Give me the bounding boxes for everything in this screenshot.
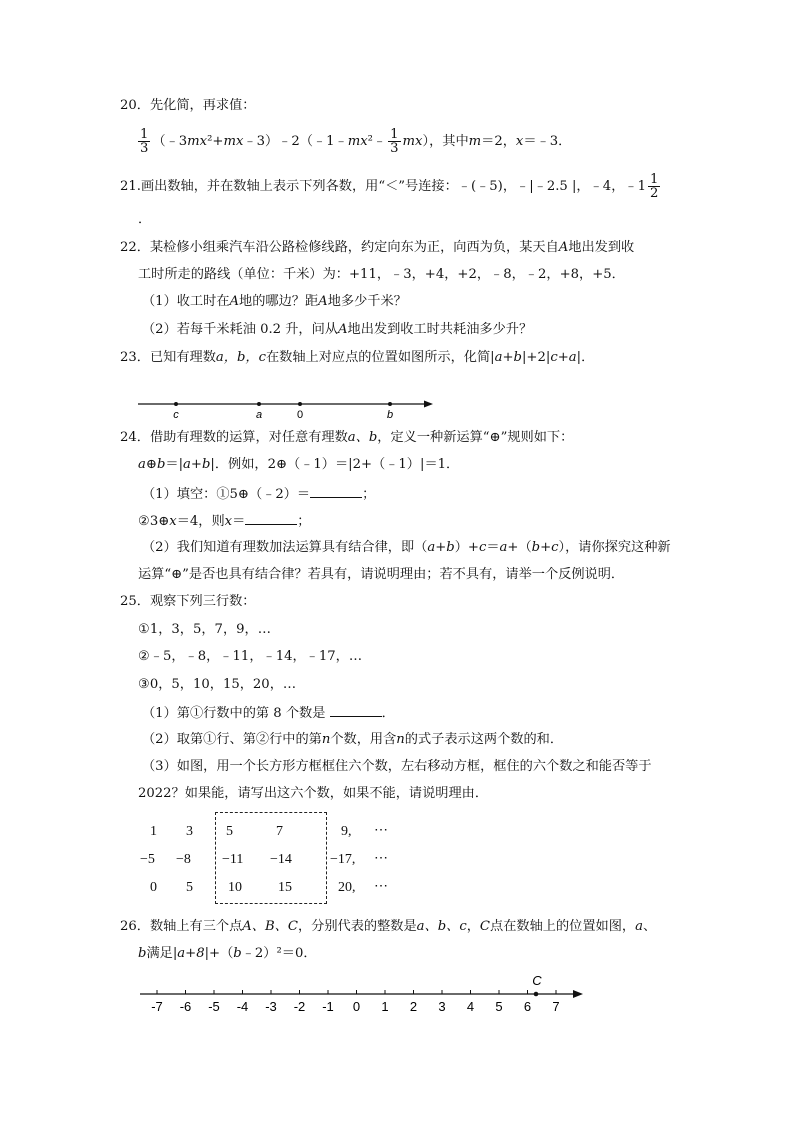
axis-tick-label: 1 bbox=[381, 999, 389, 1014]
q24-sub3: （2）我们知道有理数加法运算具有结合律，即（a+b）+c＝a+（b+c），请你探究这种新 bbox=[142, 540, 671, 555]
q24-sub1: （1）填空：①5⊕（﹣2）＝ ； bbox=[142, 487, 376, 502]
q22-line2: 工时所走的路线（单位：千米）为：+11，﹣3，+4，+2，﹣8，﹣2，+8，+5． bbox=[138, 267, 625, 282]
table-cell: ⋯ bbox=[374, 851, 388, 866]
axis-tick-label: -4 bbox=[236, 999, 249, 1014]
table-cell: ⋯ bbox=[374, 879, 388, 894]
q24-sub4: 运算“⊕”是否也具有结合律？若具有，请说明理由；若不具有，请举一个反例说明． bbox=[138, 567, 625, 582]
axis-tick-label: -2 bbox=[293, 999, 306, 1014]
q25-row1: ①1，3，5，7，9，… bbox=[138, 622, 271, 637]
q20-fraction-2: $\frac{1}{3}$ bbox=[390, 127, 399, 156]
table-cell: 5 bbox=[186, 880, 193, 895]
table-cell: −14 bbox=[270, 852, 292, 867]
q25-sub2: （2）取第①行、第②行中的第n个数，用含n的式子表示这两个数的和． bbox=[142, 732, 564, 747]
table-cell: 3 bbox=[186, 824, 193, 839]
table-cell: 5 bbox=[226, 824, 233, 839]
q24-sub2: ②3⊕x＝4，则x＝ ； bbox=[138, 514, 311, 529]
axis-tick-label: -3 bbox=[265, 999, 277, 1014]
answer-blank[interactable] bbox=[245, 512, 297, 525]
q23-label-a: a bbox=[255, 409, 263, 421]
q21-fraction: $\frac{1}{2}$ bbox=[649, 172, 659, 201]
q25-row2: ②﹣5，﹣8，﹣11，﹣14，﹣17，… bbox=[138, 649, 363, 664]
answer-blank[interactable] bbox=[330, 704, 382, 717]
axis-tick-label: -5 bbox=[208, 999, 220, 1014]
q25-title: 25．观察下列三行数： bbox=[120, 594, 256, 609]
table-cell: −8 bbox=[176, 852, 191, 867]
q23-number-line bbox=[130, 392, 440, 422]
q20-title: 20．先化简，再求值： bbox=[120, 98, 256, 113]
q22-sub1: （1）收工时在A地的哪边？距A地多少千米？ bbox=[142, 294, 407, 309]
q26-line2: b满足|a+8|+（b﹣2）²＝0． bbox=[138, 946, 317, 961]
axis-tick-label: 2 bbox=[409, 999, 418, 1014]
axis-tick-label: 0 bbox=[352, 999, 361, 1014]
axis-tick-label: 5 bbox=[495, 999, 503, 1014]
table-cell: 1 bbox=[150, 824, 157, 839]
q22-sub2: （2）若每千米耗油 0.2 升，问从A地出发到收工时共耗油多少升？ bbox=[142, 322, 533, 337]
axis-tick-label: 3 bbox=[438, 999, 446, 1014]
q24-line1: 24．借助有理数的运算，对任意有理数a、b，定义一种新运算“⊕”规则如下： bbox=[120, 430, 574, 445]
answer-blank[interactable] bbox=[310, 485, 362, 498]
q23-text: 23．已知有理数a，b，c在数轴上对应点的位置如图所示，化简|a+b|+2|c+a|． bbox=[120, 350, 595, 365]
q23-point-c bbox=[174, 402, 178, 406]
q26-number-line bbox=[135, 968, 595, 1016]
axis-tick-label: 7 bbox=[552, 999, 560, 1014]
q21-text: 21.画出数轴，并在数轴上表示下列各数，用“＜”号连接：﹣(﹣5)，﹣|﹣2.5 |，﹣4，﹣1 $\frac{1}{2}$ bbox=[120, 172, 659, 201]
q25-sub3-cont: 2022？如果能，请写出这六个数，如果不能，请说明理由． bbox=[138, 786, 489, 801]
q25-row3: ③0，5，10，15，20，… bbox=[138, 677, 297, 692]
table-cell: 15 bbox=[278, 880, 292, 895]
table-cell: −11 bbox=[222, 852, 244, 867]
q25-number-table bbox=[140, 812, 410, 908]
q26-point-c-label: C bbox=[532, 973, 542, 988]
q25-sub1: （1）第①行数中的第 8 个数是 ． bbox=[142, 706, 395, 721]
q25-sub3: （3）如图，用一个长方形方框框住六个数，左右移动方框，框住的六个数之和能否等于 bbox=[142, 759, 652, 774]
q20-expression: $\frac{1}{3}$ （﹣3mx²+mx﹣3）﹣2（﹣1﹣mx²﹣ $\frac{1}{3}$ mx），其中m＝2，x＝﹣3． bbox=[140, 127, 572, 156]
q23-label-0: 0 bbox=[296, 409, 304, 421]
q21-period: ． bbox=[138, 212, 152, 227]
axis-tick-label: -7 bbox=[151, 999, 163, 1014]
table-cell: 0 bbox=[150, 880, 157, 895]
q22-line1: 22．某检修小组乘汽车沿公路检修线路，约定向东为正，向西为负，某天自A地出发到收 bbox=[120, 240, 635, 255]
table-cell: −5 bbox=[140, 852, 155, 867]
q23-point-b bbox=[388, 402, 392, 406]
table-cell: 9, bbox=[341, 824, 352, 839]
q23-point-a bbox=[257, 402, 261, 406]
table-cell: 10 bbox=[228, 880, 242, 895]
axis-tick-label: -1 bbox=[322, 999, 334, 1014]
table-cell: 20, bbox=[338, 880, 356, 895]
q20-fraction-1: $\frac{1}{3}$ bbox=[140, 127, 149, 156]
q26-line1: 26．数轴上有三个点A、B、C，分别代表的整数是a、b、c，C点在数轴上的位置如图，a、 bbox=[120, 919, 657, 934]
table-cell: 7 bbox=[276, 824, 283, 839]
axis-tick-label: -6 bbox=[179, 999, 192, 1014]
q26-point-c bbox=[534, 992, 539, 997]
q23-point-0 bbox=[298, 402, 302, 406]
q23-label-b: b bbox=[386, 409, 394, 421]
q24-line2: a⊕b＝|a+b|．例如，2⊕（﹣1）＝|2+（﹣1）|＝1． bbox=[138, 457, 460, 472]
q23-label-c: c bbox=[173, 409, 179, 421]
axis-tick-label: 6 bbox=[523, 999, 532, 1014]
table-cell: −17, bbox=[330, 852, 356, 867]
axis-tick-label: 4 bbox=[466, 999, 475, 1014]
table-cell: ⋯ bbox=[374, 823, 388, 838]
